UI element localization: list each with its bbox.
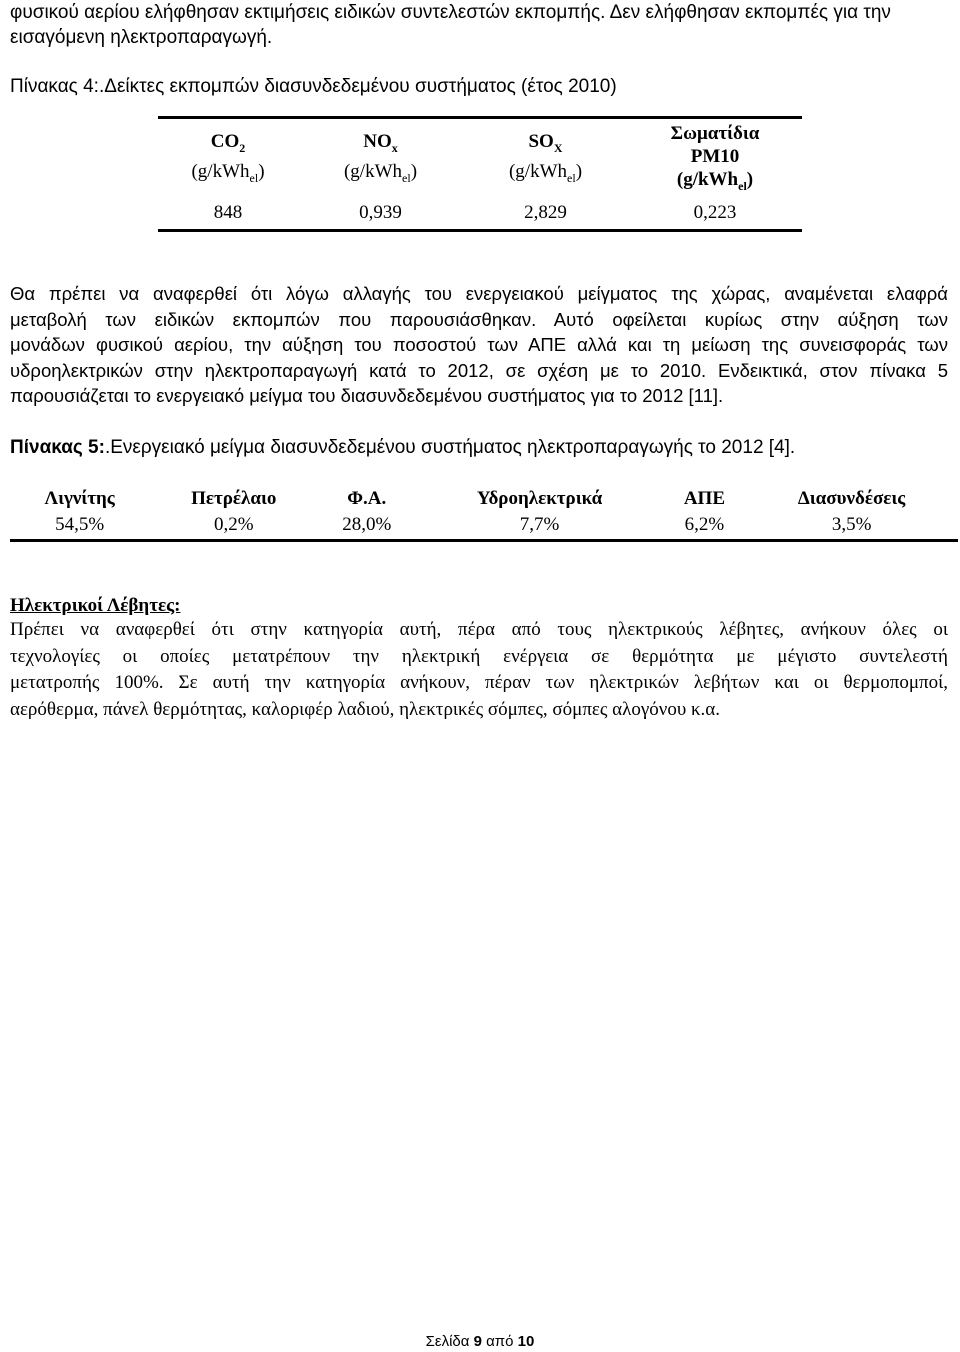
paragraph-line: Θα πρέπει να αναφερθεί ότι λόγω αλλαγής του ενεργειακού μείγματος της χώρας, αναμένεται ελαφρά xyxy=(10,283,948,304)
intro-line: φυσικού αερίου ελήφθησαν εκτιμήσεις ειδικών συντελεστών εκπομπής. Δεν ελήφθησαν εκπομπές για την xyxy=(10,2,891,23)
intro-paragraph xyxy=(10,0,950,50)
value-natural-gas: 28,0% xyxy=(318,513,415,541)
header-interconnections: Διασυνδέσεις xyxy=(797,488,906,509)
section-heading: Ηλεκτρικοί Λέβητες: xyxy=(10,595,181,616)
value-co2: 848 xyxy=(158,201,298,231)
value-interconnections: 3,5% xyxy=(745,513,958,541)
header-co2: $CO_2$ (g/kWh$_{el}$) xyxy=(158,118,298,202)
footer-mid: από xyxy=(481,1333,518,1350)
paragraph-line: τεχνολογίες οι οποίες μετατρέπουν την ηλεκτρική ενέργεια σε θερμότητα με μέγιστο συντελεστή xyxy=(10,645,948,667)
page-total: 10 xyxy=(517,1333,535,1350)
header-sox: $SO_X$ (g/kWh$_{el}$) xyxy=(463,118,628,202)
value-sox: 2,829 xyxy=(463,201,628,231)
paragraph-line: Πρέπει να αναφερθεί ότι στην κατηγορία αυτή, πέρα από τους ηλεκτρικούς λέβητες, ανήκουν όλες οι xyxy=(10,619,948,640)
table4-caption-text: .Δείκτες εκπομπών διασυνδεδεμένου συστήματος (έτος 2010) xyxy=(98,76,617,97)
value-lignite: 54,5% xyxy=(10,513,149,541)
header-hydro: Υδροηλεκτρικά xyxy=(476,488,603,509)
paragraph-line: μετατροπής 100%. Σε αυτή την κατηγορία ανήκουν, πέραν των ηλεκτρικών λεβήτων και οι θερμοπομποί, xyxy=(10,672,948,693)
header-pm10: Σωματίδια PM10 (g/kWh$_{el}$) xyxy=(628,118,802,202)
value-oil: 0,2% xyxy=(149,513,318,541)
paragraph-line: μεταβολή των ειδικών εκπομπών που παρουσιάσθηκαν. Αυτό οφείλεται κυρίως στην αύξηση των xyxy=(10,308,948,330)
value-hydro: 7,7% xyxy=(415,513,663,541)
header-natural-gas: Φ.Α. xyxy=(347,488,387,509)
intro-line: εισαγόμενη ηλεκτροπαραγωγή. xyxy=(10,27,273,48)
paragraph-line: παρουσιάζεται το ενεργειακό μείγμα του διασυνδεδεμένου συστήματος για το 2012 [11]. xyxy=(10,385,724,406)
footer-prefix: Σελίδα xyxy=(425,1333,474,1350)
paragraph-line: μονάδων φυσικού αερίου, την αύξηση του ποσοστού των ΑΠΕ αλλά και τη μείωση της συνεισφοράς των xyxy=(10,334,948,355)
value-pm10: 0,223 xyxy=(628,201,802,231)
header-res: ΑΠΕ xyxy=(683,488,726,509)
page-footer xyxy=(0,1333,960,1351)
section-paragraph xyxy=(10,617,948,723)
value-nox: 0,939 xyxy=(298,201,463,231)
header-oil: Πετρέλαιο xyxy=(191,488,277,509)
table5-caption-text: .Ενεργειακό μείγμα διασυνδεδεμένου συστήματος ηλεκτροπαραγωγής το 2012 [4]. xyxy=(104,437,796,458)
header-nox: $NO_x$ (g/kWh$_{el}$) xyxy=(298,118,463,202)
table-header-row xyxy=(158,118,802,202)
table4-label: Πίνακας 4: xyxy=(10,76,99,97)
paragraph-line: υδροηλεκτρικών στην ηλεκτροπαραγωγή κατά το 2012, σε σχέση με το 2010. Ενδεικτικά, στον πίνακα 5 xyxy=(10,359,948,381)
paragraph-line: αερόθερμα, πάνελ θερμότητας, καλοριφέρ λαδιού, ηλεκτρικές σόμπες, σόμπες αλογόνου κ.α. xyxy=(10,698,721,720)
table4-caption xyxy=(10,74,617,99)
energy-mix-table xyxy=(10,485,958,542)
table5-label: Πίνακας 5: xyxy=(10,437,105,458)
page-number: 9 xyxy=(473,1333,482,1350)
header-lignite: Λιγνίτης xyxy=(44,488,115,509)
table5-caption xyxy=(10,435,795,460)
table-row xyxy=(158,201,802,231)
table-header-row xyxy=(10,485,958,513)
table-row xyxy=(10,513,958,541)
body-paragraph xyxy=(10,281,948,409)
value-res: 6,2% xyxy=(664,513,746,541)
emissions-table xyxy=(158,116,802,232)
